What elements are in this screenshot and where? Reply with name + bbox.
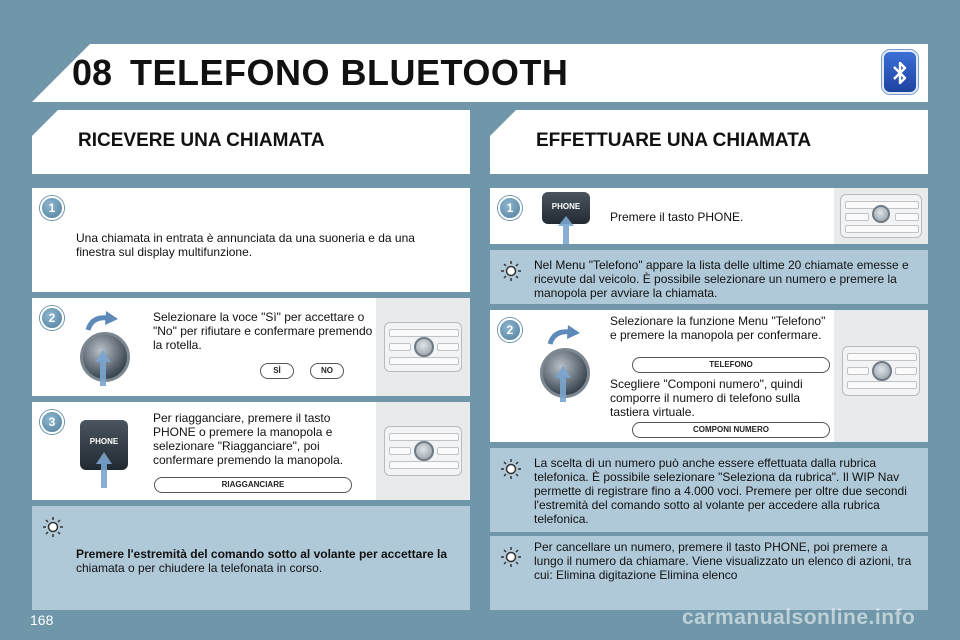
page-number: 168 [30, 612, 54, 628]
step-badge: 2 [498, 318, 522, 342]
lightbulb-icon [500, 260, 522, 282]
right-step1-panel [490, 188, 928, 244]
right-section-header [490, 110, 928, 174]
left-section-header [32, 110, 470, 174]
right-step1-text: Premere il tasto PHONE. [610, 210, 744, 224]
left-step1-text: Una chiamata in entrata è annunciata da una suoneria e da una finestra sul display multifunzione. [76, 231, 415, 259]
radio-console-image [376, 402, 470, 500]
right-tip1-text: Nel Menu "Telefono" appare la lista delle ultime 20 chiamate emesse e ricevute dal veicolo. È possibile selezionare un numero e premere la manopola per avviare la chiamata. [534, 258, 909, 300]
left-step2-text: Selezionare la voce "Sì" per accettare o "No" per rifiutare e confermare premendo la rotella. [153, 310, 373, 352]
right-tip1-panel [490, 250, 928, 304]
press-arrow-icon [95, 450, 113, 490]
lightbulb-icon [500, 546, 522, 568]
step-badge: 3 [40, 410, 64, 434]
right-step2-text2: Scegliere "Componi numero", quindi comporre il numero di telefono sulla tastiera virtuale. [610, 377, 803, 419]
left-section-title: RICEVERE UNA CHIAMATA [78, 130, 325, 151]
radio-console-image [834, 188, 928, 244]
telefono-option[interactable]: TELEFONO [632, 357, 830, 373]
press-arrow-icon [554, 364, 572, 404]
right-tip3-panel [490, 536, 928, 610]
chapter-number: 08 [72, 52, 113, 93]
right-step2-text: Selezionare la funzione Menu "Telefono" e premere la manopola per confermare. [610, 314, 826, 342]
press-arrow-icon [557, 214, 575, 244]
phone-key-icon: PHONE [542, 192, 590, 224]
right-step2-panel [490, 310, 928, 442]
lightbulb-icon [42, 516, 64, 538]
left-step1-panel [32, 188, 470, 292]
lightbulb-icon [500, 458, 522, 480]
right-section-title: EFFETTUARE UNA CHIAMATA [536, 130, 812, 151]
phone-key-icon: PHONE [80, 420, 128, 470]
compose-number-option[interactable]: COMPONI NUMERO [632, 422, 830, 438]
right-tip3-text: Per cancellare un numero, premere il tasto PHONE, poi premere a lungo il numero da chiamare. Viene visualizzato un elenco di azioni, tra cui: Elimina digitazione Elimina elenco [534, 540, 912, 582]
step-badge: 1 [40, 196, 64, 220]
rotate-arrow-icon [84, 310, 120, 332]
left-tip-panel [32, 506, 470, 610]
yes-option[interactable]: SÌ [260, 363, 294, 379]
radio-console-image [376, 298, 470, 396]
bluetooth-icon [882, 50, 918, 94]
right-tip2-panel [490, 448, 928, 532]
rotate-arrow-icon [546, 324, 582, 346]
watermark: carmanualsonline.info [682, 606, 916, 629]
hang-up-option[interactable]: RIAGGANCIARE [154, 477, 352, 493]
page-title: TELEFONO BLUETOOTH [130, 52, 569, 93]
left-tip-text-bold: Premere l'estremità del comando sotto al volante per accettare la [76, 547, 447, 561]
no-option[interactable]: NO [310, 363, 344, 379]
step-badge: 2 [40, 306, 64, 330]
left-tip-text: chiamata o per chiudere la telefonata in corso. [76, 561, 323, 575]
step-badge: 1 [498, 196, 522, 220]
right-tip2-text: La scelta di un numero può anche essere effettuata dalla rubrica telefonica. È possibile selezionare "Seleziona da rubrica". Il WIP Nav permette di registrare fino a 4.000 voci. Premere per oltre due secondi l'estremità del comando sotto al volante per accedere alla rubrica telefonica. [534, 456, 907, 526]
left-step3-panel [32, 402, 470, 500]
press-arrow-icon [94, 348, 112, 388]
left-step3-text: Per riagganciare, premere il tasto PHONE o premere la manopola e selezionare "Riagganciare", poi confermare premendo la manopola. [153, 411, 344, 467]
radio-console-image [834, 310, 928, 442]
left-step2-panel [32, 298, 470, 396]
